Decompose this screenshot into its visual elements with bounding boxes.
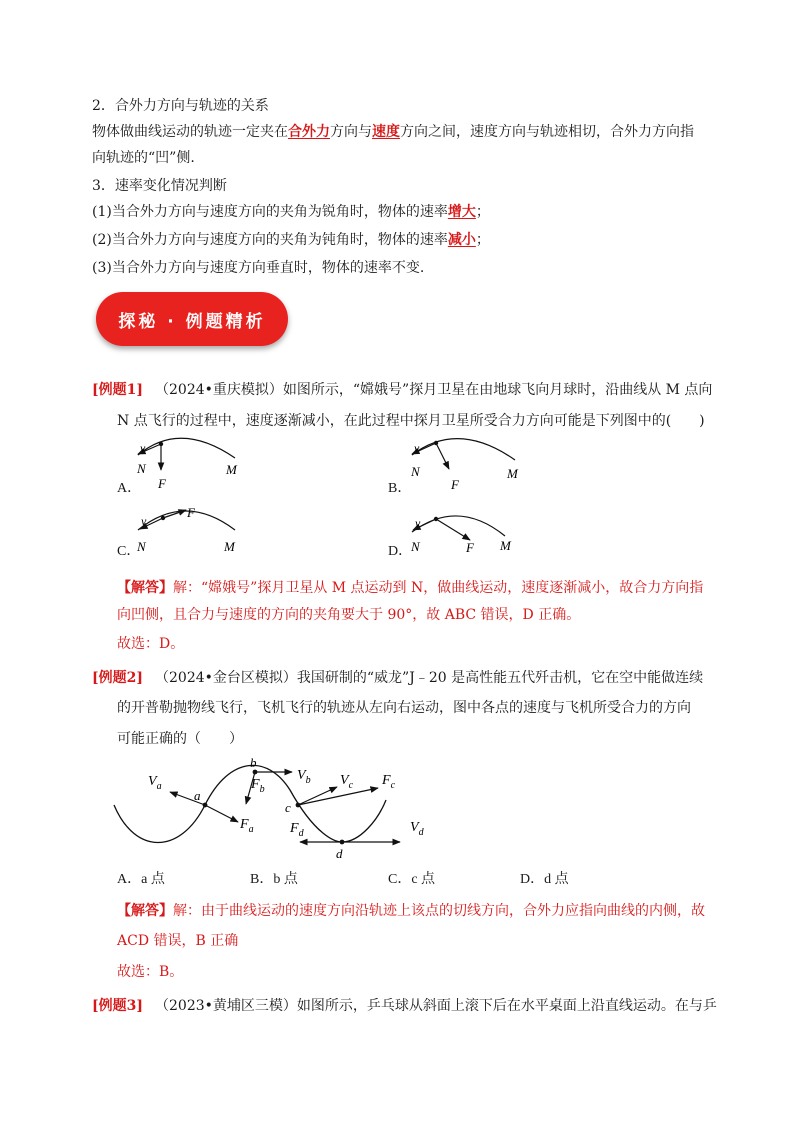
option-b-label: B． <box>388 481 412 496</box>
text: (1)当合外力方向与速度方向的夹角为锐角时，物体的速率 <box>92 204 448 220</box>
example-2-choice: 故选：B。 <box>117 964 184 980</box>
n-label: N <box>137 461 146 476</box>
force-c-arrow <box>298 788 378 805</box>
answer-tag: 【解答】 <box>117 903 173 919</box>
m-label: M <box>500 538 511 553</box>
option-a: A．a 点 <box>117 872 165 887</box>
text: （2024•重庆模拟）如图所示，“嫦娥号”探月卫星在由地球飞向月球时，沿曲线从 M 点向 <box>155 382 713 398</box>
section-2-paragraph-line-2: 向轨迹的“凹”侧. <box>92 150 195 166</box>
n-label: N <box>411 539 420 554</box>
option-a-label: A． <box>117 481 142 496</box>
v-label: v <box>141 514 147 528</box>
f-label: F <box>466 540 474 555</box>
n-label: N <box>411 464 420 479</box>
fc-label: $F_c$ <box>382 773 396 791</box>
f-label: F <box>158 476 166 491</box>
section-3-title: 3．速率变化情况判断 <box>92 178 227 194</box>
m-label: M <box>226 462 237 477</box>
section-2-title: 2．合外力方向与轨迹的关系 <box>92 98 269 114</box>
example-1-choice: 故选：D。 <box>117 636 185 652</box>
option-d-label: D． <box>388 544 413 559</box>
example-2-answer-line-1 <box>117 901 705 921</box>
f-label: F <box>187 505 195 520</box>
v-label: v <box>414 441 420 455</box>
example-2-question-line-2: 的开普勒抛物线飞行，飞机飞行的轨迹从左向右运动，图中各点的速度与飞机所受合力的方向 <box>117 700 691 716</box>
text: 方向之间，速度方向与轨迹相切，合外力方向指 <box>400 124 694 140</box>
velocity-c-arrow <box>298 787 337 805</box>
m-label: M <box>224 539 235 554</box>
keyword-increase: 增大 <box>447 204 476 220</box>
text: （2023•黄埔区三模）如图所示，乒乓球从斜面上滚下后在水平桌面上沿直线运动。在与乒 <box>155 998 717 1014</box>
force-a-arrow <box>205 805 238 822</box>
v-label: v <box>415 516 421 530</box>
n-label: N <box>137 539 146 554</box>
vd-label: $V_d$ <box>410 820 424 838</box>
text: ； <box>475 232 490 248</box>
option-c: C．c 点 <box>388 872 436 887</box>
va-label: $V_a$ <box>148 774 162 792</box>
example-2-answer-line-2: ACD 错误，B 正确 <box>117 933 239 949</box>
text: 解：“嫦娥号”探月卫星从 M 点运动到 N，做曲线运动，速度逐渐减小，故合力方向指 <box>173 580 704 596</box>
example-2-tag: [例题2] <box>92 670 143 686</box>
keyword-decrease: 减小 <box>447 232 476 248</box>
text: (2)当合外力方向与速度方向的夹角为钝角时，物体的速率 <box>92 232 448 248</box>
option-c-label: C． <box>117 544 141 559</box>
keyword-net-force: 合外力 <box>288 124 330 140</box>
example-3-question-line-1 <box>92 996 717 1016</box>
fd-label: $F_d$ <box>290 821 304 839</box>
keyword-velocity: 速度 <box>372 124 400 140</box>
example-1-answer-line-2: 向凹侧，且合力与速度的方向的夹角要大于 90°，故 ABC 错误，D 正确。 <box>117 607 581 623</box>
text: （2024•金台区模拟）我国研制的“威龙”J﹣20 是高性能五代歼击机，它在空中能做连续 <box>155 670 704 686</box>
text: 物体做曲线运动的轨迹一定夹在 <box>92 124 288 140</box>
b-label: b <box>250 755 257 770</box>
option-b: B．b 点 <box>250 872 298 887</box>
section-banner: 探秘 · 例题精析 <box>96 292 288 346</box>
answer-tag: 【解答】 <box>117 580 173 596</box>
example-3-tag: [例题3] <box>92 998 143 1014</box>
d-label: d <box>336 846 343 861</box>
section-3-item-3: (3)当合外力方向与速度方向垂直时，物体的速率不变. <box>92 260 425 276</box>
text: ； <box>475 204 490 220</box>
text: 方向与 <box>330 124 372 140</box>
v-label: v <box>140 441 146 455</box>
m-label: M <box>507 466 518 481</box>
vb-label: $V_b$ <box>297 768 311 786</box>
text: 解：由于曲线运动的速度方向沿轨迹上该点的切线方向，合外力应指向曲线的内侧，故 <box>173 903 705 919</box>
a-label: a <box>194 788 201 803</box>
c-label: c <box>285 800 291 815</box>
f-label: F <box>451 477 459 492</box>
example-1-question-line-2: N 点飞行的过程中，速度逐渐减小，在此过程中探月卫星所受合力方向可能是下列图中的( ) <box>117 413 705 429</box>
vc-label: $V_c$ <box>340 773 354 791</box>
example-1-tag: [例题1] <box>92 382 143 398</box>
example-2-question-line-3: 可能正确的（ ） <box>117 731 243 747</box>
option-d: D．d 点 <box>520 872 569 887</box>
fb-label: $F_b$ <box>251 777 265 795</box>
fa-label: $F_a$ <box>240 817 254 835</box>
